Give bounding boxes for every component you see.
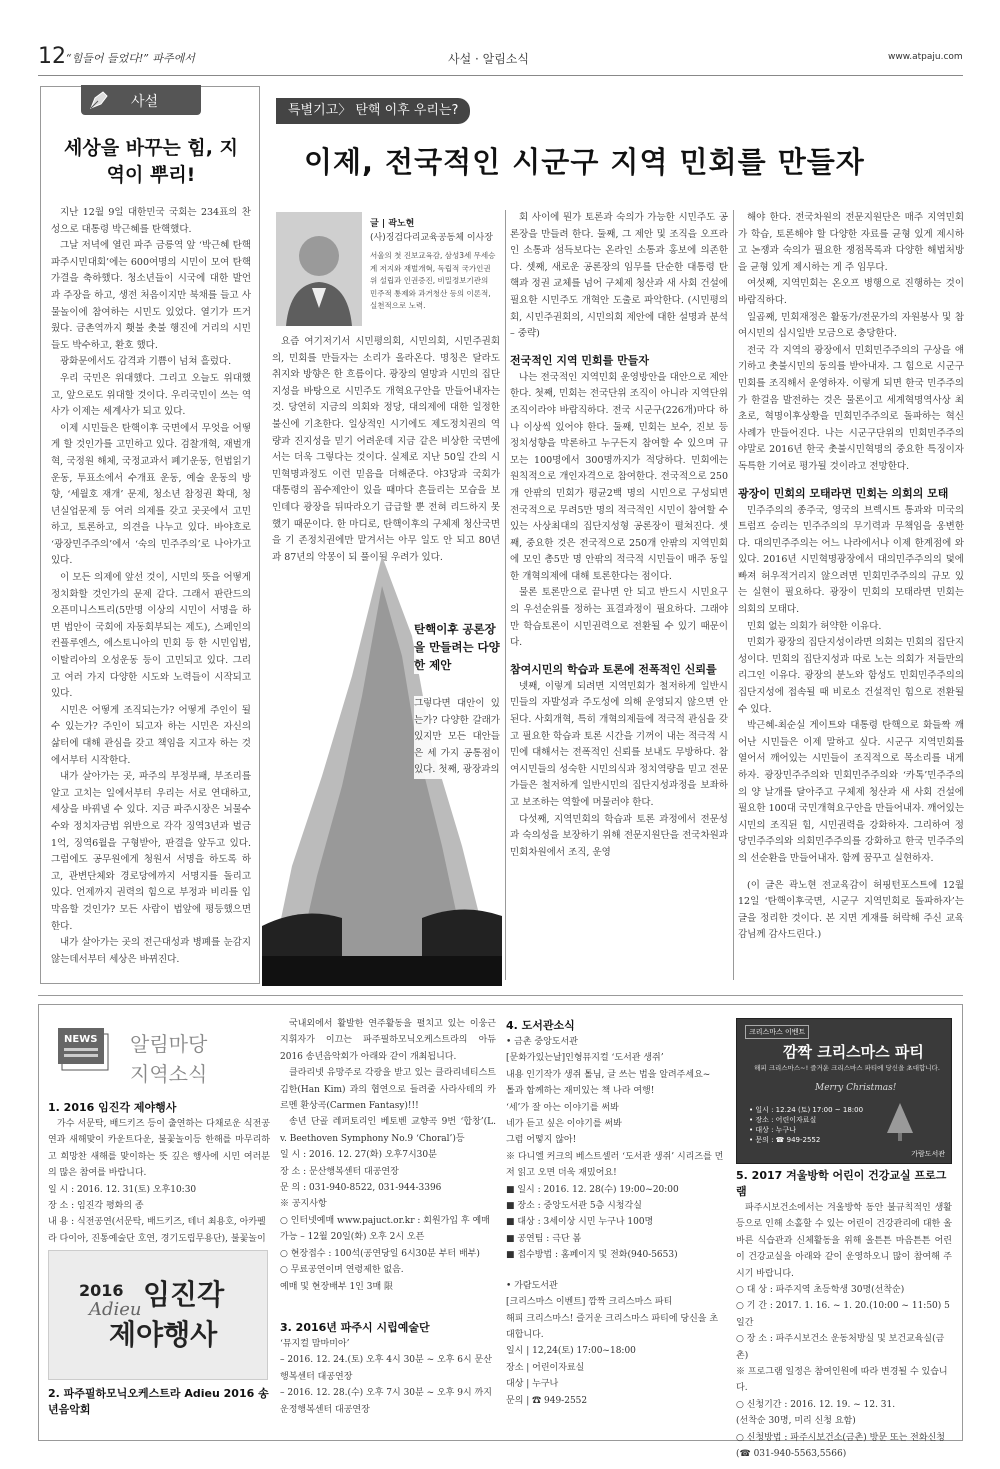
notice-line: (☎ 031-940-5563,5566) bbox=[736, 1449, 847, 1460]
notice-line: ※ 프로그램 일정은 참여인원에 따라 변경될 수 있습니다. bbox=[736, 1367, 948, 1394]
article-subheading: 전국적인 지역 민회를 만들자 bbox=[510, 353, 649, 367]
notice-line bbox=[506, 1264, 726, 1278]
notice-line: ○ 장 소 : 파주시보건소 운동처방실 및 보건교육실(금촌) bbox=[736, 1334, 945, 1361]
notice-line: 송년 단골 레퍼토리인 베토벤 교향곡 9번 ‘합창’(L. v. Beethoven Symphony No.9 ‘Choral’)등 bbox=[280, 1117, 496, 1144]
notice-line: 국내외에서 활발한 연주활동을 펼치고 있는 이웅근 지휘자가 이끄는 파주필하모닉오케스트라의 아듀 2016 송년음악회가 아래와 같이 개최됩니다. bbox=[280, 1019, 496, 1062]
editorial-paragraph: 그날 저녁에 열린 파주 금릉역 앞 ‘박근혜 탄핵 파주시민대회’에는 600여명의 시민이 모여 탄핵가결을 축하했다. 청소년들이 시국에 대한 발언과 주장을 하고, 생전 처음이지만 북채를 들고 사물놀이에 참여하는 시민도 있었다. 열기가 뜨거웠다. 금촌역까지 횃불 촛불 행진에 거리의 시민들도 박수하고, 환호 했다. bbox=[51, 240, 251, 351]
news-icon bbox=[58, 1028, 114, 1072]
notice-line: • 금촌 중앙도서관 bbox=[506, 1037, 578, 1047]
special-label: 특별기고〉 탄핵 이후 우리는? bbox=[276, 98, 470, 124]
notice-line: ○ 현장접수 : 100석(공연당일 6시30분 부터 배부) bbox=[280, 1248, 480, 1259]
notice-line: (선착순 30명, 미리 신청 요함) bbox=[736, 1416, 856, 1427]
notice-column-4: 5. 2017 겨울방학 어린이 건강교실 프로그램 파주시보건소에서는 겨울방학 동안 불규칙적인 생활 등으로 인해 소홀할 수 있는 어린이 건강관리에 대한 올바른 식습관과 신체활동을 위해 올튼튼 마음튼튼 어린이 건강교실을 아래와 같이 운영하오니 많이 참여해 주시기 바랍니다. ○ 대 상 : 파주지역 초등학생 30명(선착순) ○ 기 간 : 2017. 1. 16. ~ 1. 20.(10:00 ~ 11:50) 5일간 ○ 장 소 : 파주시보건소 운동처방실 및 보건교육실(금촌) ※ 프로그램 일정은 참여인원에 따라 변경될 수 있습니다. ○ 신청기간 : 2016. 12. 19. ~ 12. 31. (선착순 30명, 미리 신청 요함) ○ 신청방법 : 파주시보건소(금촌) 방문 또는 전화신청 (☎ 031-940-5563,5566) bbox=[736, 1168, 952, 1463]
notice-line: ■ 공연팀 : 극단 봄 bbox=[506, 1233, 582, 1244]
christmas-info-line: • 장소 : 어린이자료실 bbox=[749, 1116, 817, 1124]
notice-line: 장소 | 어린이자료실 bbox=[506, 1362, 585, 1373]
christmas-info-line: • 대상 : 누구나 bbox=[749, 1126, 796, 1134]
notice-item-3: 3. 2016년 파주시 시립예술단 ‘뮤지컬 맘마미아’ – 2016. 12. 24.(토) 오후 4시 30분 ~ 오후 6시 문산행복센터 대공연장 – 2016. 12. 28.(수) 오후 7시 30분 ~ 오후 9시 까지 운정행복센터 대공연장 bbox=[280, 1320, 496, 1418]
author-bio: 서울의 첫 진보교육감, 삼성3세 무세승계 저지와 재벌개혁, 독립적 국가인권위 설립과 인권증진, 비밀정보기관의 민주적 통제와 과거청산 등의 이론적, 실천적으로 노력. bbox=[370, 251, 496, 310]
notice-line: – 2016. 12. 28.(수) 오후 7시 30분 ~ 오후 9시 까지 운정행복센터 대공연장 bbox=[280, 1388, 492, 1415]
editorial-paragraph: 우리 국민은 위대했다. 그리고 오늘도 위대했고, 앞으로도 위대할 것이다. 우리국민이 쓰는 역사가 이제는 세계사가 되고 있다. bbox=[51, 372, 251, 418]
notice-line: ※ 다니엘 커크의 베스트셀러 ‘도서관 생쥐’ 시리즈를 먼저 읽고 오면 더욱 재밌어요! bbox=[506, 1151, 724, 1179]
editorial-paragraph: 광화문에서도 감격과 기쁨이 넘쳐 흘렀다. bbox=[60, 356, 232, 368]
notice-line: ○ 무료공연이며 연령제한 없음. bbox=[280, 1265, 404, 1276]
notice-line: 대상 | 누구나 bbox=[506, 1379, 559, 1390]
notice-line: – 2016. 12. 24.(토) 오후 4시 30분 ~ 오후 6시 문산행복센터 대공연장 bbox=[280, 1355, 492, 1382]
article-paragraph: 나는 전국적인 지역민회 운영방안을 대안으로 제안한다. 첫째, 민회는 전국단위 조직이 아니라 지역단위 조직이라야 바람직하다. 전국 시군구(226개)마다 하나 이상씩 있어야 한다. 둘째, 민회는 보수, 진보 등 정치성향을 막론하고 누구든지 참여할 수 있으며 규모는 100명에서 300명까지가 적당하다. 민회에는 원칙적으로 개인자격으로 참여한다. 전국적으로 250개 안팎의 민회가 평균2백 명의 시민으로 구성되면 전국적으로 무려5만 명의 적극적인 시민이 참여할 수 있는 사상최대의 집단지성형 공론장이 펼쳐진다. 셋째, 중요한 것은 전국적으로 250개 안팎의 지역민회에 모인 총5만 명 안팎의 적극적 시민들이 매주 동일한 개혁의제에 대해 토론한다는 점이다. bbox=[510, 371, 728, 582]
article-paragraph: 요즘 여기저기서 시민평의회, 시민의회, 시민주권회의, 민회를 만들자는 소리가 올라온다. 명칭은 달라도 취지와 방향은 한 흐름이다. 광장의 열망과 시민의 집단지성을 바탕으로 시민주도 개혁요구안을 만들어내자는 것. 당연히 지금의 의회와 정당, 대의제에 대한 일정한 불신에 기초한다. 일상적인 시기에도 제도정치권의 역량과 진지성을 믿기 어려운데 지금 같은 비상한 국면에서는 더욱 그렇다는 것이다. 실제로 지난 50일 간의 시민혁명과정도 이런 믿음을 더해준다. 야3당과 국회가 대통령의 꼼수제안이 있을 때마다 흔들리는 모습을 보인데다 광장을 뒤따라오기 급급할 뿐 전혀 리드하지 못했기 때문이다. 한 마디로, 탄핵이후의 구체제 청산국면을 기 존정치권에만 맡겨서는 아무 일도 안 되고 80년과 87년의 악몽이 되 풀이될 우려가 있다. bbox=[272, 336, 500, 563]
notice-line: ■ 장소 : 중앙도서관 5층 시청각실 bbox=[506, 1201, 642, 1212]
article-paragraph: 민주주의의 종주국, 영국의 브렉시트 통과와 미국의 트럼프 승리는 민주주의의 무기력과 무책임을 웅변한다. 대의민주주의는 어느 나라에서나 이제 한계점에 와있다. 2016년 시민혁명광장에서 대의민주주의의 덫에 빠져 허우적거리지 않으려면 민회민주주의의 규모 있는 실현이 필요하다. 광장이 민회의 모태라면 민회는 의회의 모태다. bbox=[738, 504, 964, 616]
article-paragraph: 전국 각 지역의 광장에서 민회민주주의의 구상을 얘기하고 촛불시민의 동의를 받아내자. 그 힘으로 시군구 민회를 조직해서 운영하자. 이렇게 되면 한국 민주주의가 한걸음 발전하는 것은 물론이고 세계혁명역사상 최초로, 혁명이후상황을 민회민주주의로 돌파하는 혁신사례가 만들어진다. 나는 시군구단위의 민회민주주의야말로 2016년 한국 촛불시민혁명의 중요한 특징이자 독특한 기여로 평가될 것이라고 전망한다. bbox=[738, 344, 964, 472]
christmas-info-line: • 문의 : ☎ 949-2552 bbox=[749, 1136, 821, 1144]
notice-line: [문화가있는날]인형뮤지컬 ‘도서관 생쥐’ bbox=[506, 1053, 664, 1064]
notice-line: 내용 인기작가 생쥐 톨님, 글 쓰는 법을 알려주세요~ bbox=[506, 1069, 711, 1080]
notice-line: 그럼 어떻지 않아! bbox=[506, 1135, 577, 1146]
article-note: (이 글은 곽노현 전교육감이 허핑턴포스트에 12월 12일 ‘탄핵이후국면, 시군구 지역민회로 돌파하자’는 글을 정리한 것이다. 본 지면 게재를 허락해 주신 교육감님께 감사드린다.) bbox=[738, 879, 964, 941]
article-paragraph: 회 사이에 뭔가 토론과 숙의가 가능한 시민주도 공론장을 만들려 한다. 둘째, 그 제안 및 조직을 오프라인 소통과 섬득보다는 온라인 소통과 홍보에 의존한다. 셋째, 새로운 공론장의 임무를 단순한 대통령 탄핵과 정권 교체를 넘어 구체제 청산과 새 사회 건설에 필요한 시민주도 개혁안 도출로 파악한다. (시민평의회, 시민주권회의, 시민의회 제안에 대한 설명과 분석 – 중략) bbox=[510, 212, 728, 340]
editorial-paragraph: 내가 살아가는 곳의 전근대성과 병폐를 눈감지 않는데서부터 세상은 바뀌진다. bbox=[51, 937, 251, 965]
article-paragraph: 박근혜-최순실 게이트와 대통령 탄핵으로 화들짝 깨어난 시민들은 이제 말하고 싶다. 시군구 지역민회를 열어서 깨어있는 시민들이 조직적으로 목소리를 내게 하자. 광장민주주의와 민회민주주의와 ‘카톡’민주주의의 양 날개를 달아주고 구체제 청산과 새 사회 건설에 필요한 100대 국민개혁요구안을 만들어내자. 깨어있는 시민의 조직된 힘, 시민권력을 강화하자. 그리하여 정당민주주의와 의회민주주의를 강화하고 한국 민주주의의 선순환을 만들어내자. 함께 꿈꾸고 실현하자. bbox=[738, 720, 964, 864]
pen-icon bbox=[87, 88, 111, 112]
article-paragraph: 일곱째, 민회재정은 활동가/전문가의 자원봉사 및 참여시민의 십시일반 모금으로 충당한다. bbox=[738, 311, 964, 340]
section-title: 사설 · 알림소식 bbox=[448, 52, 529, 66]
svg-text:NEWS: NEWS bbox=[64, 1034, 98, 1045]
notice-column-1: 1. 2016 임진각 제야행사 가수 서문탁, 배드키즈 등이 출연하는 다채로운 식전공연과 새해맞이 카운트다운, 불꽃놀이등 한해를 마무리하고 희망찬 새해를 맞이하는 뜻 깊은 행사에 시민 여러분의 많은 참여를 바랍니다. 일 시 : 2016. 12. 31(토) 오후10:30 장 소 : 임진각 평화의 종 내 용 : 식전공연(서문탁, 배드키즈, 테너 최용호, 아카펠라 다이아, 진통예술단 호연, 경기도립무용단), 불꽃놀이 bbox=[48, 1101, 270, 1244]
article-subheading: 참여시민의 학습과 토론에 전폭적인 신뢰를 bbox=[510, 662, 717, 676]
editorial-paragraph: 내가 살아가는 곳, 파주의 부정부패, 부조리를 알고 고치는 일에서부터 우리는 서로 연대하고, 세상을 바꿔낼 수 있다. 지금 파주시장은 뇌물수수와 정치자금법 위반으로 각각 징역3년과 벌금 1억, 징역6월을 구형받아, 판결을 앞두고 있다. 그럼에도 공무원에게 청원서 서명을 하도록 하고, 관변단체와 경로당에까지 서명지를 돌리고 있다. 언제까지 권력의 힘으로 부정과 비리를 입막음할 것인가? 모든 사람이 법앞에 평등했으면 한다. bbox=[51, 771, 251, 932]
article-column-2 bbox=[510, 210, 728, 861]
christmas-info-line: • 일시 : 12.24 (토) 17:00 ~ 18:00 bbox=[749, 1106, 864, 1114]
notice-line: 일 시 : 2016. 12. 27(화) 오후7시30분 bbox=[280, 1150, 437, 1161]
site-url[interactable]: www.atpaju.com bbox=[888, 52, 963, 62]
notice-line: ‘뮤지컬 맘마미아’ bbox=[280, 1339, 350, 1349]
author-org: (사)징검다리교육공동체 이사장 bbox=[370, 233, 493, 243]
notice-line: ■ 일시 : 2016. 12. 28(수) 19:00~20:00 bbox=[506, 1184, 679, 1195]
notice-line: ○ 신청기간 : 2016. 12. 19. ~ 12. 31. bbox=[736, 1399, 896, 1410]
article-column-3 bbox=[738, 210, 964, 944]
article-paragraph: 해야 한다. 전국차원의 전문지원단은 매주 지역민회가 학습, 토론해야 할 다양한 자료를 균형 있게 제시하고 논쟁과 숙의가 필요한 쟁점목록과 다양한 해법처방을 균형 있게 제시하는 게 주 임무다. bbox=[738, 212, 964, 273]
notice-column-2 bbox=[280, 1016, 496, 1295]
notice-line: 클라리넷 유망주로 각광을 받고 있는 클라리네티스트 김한(Han Kim) 과의 협연으로 들려줄 사라사테의 카르멘 환상곡(Carmen Fantasy)!!! bbox=[280, 1068, 496, 1112]
notice-line: 문 의 : 031-940-8522, 031-944-3396 bbox=[280, 1183, 442, 1194]
article-paragraph: 민회 없는 의회가 허약한 이유다. bbox=[747, 620, 882, 632]
notice-line: [크리스마스 이벤트] 깜짝 크리스마스 파티 bbox=[506, 1297, 673, 1308]
notice-line: 해피 크리스마스! 즐거운 크리스마스 파티에 당신을 초대합니다. bbox=[506, 1313, 719, 1340]
newspaper-slogan: “힘들어 들었다!” 파주에서 bbox=[66, 52, 195, 65]
notice-line: ○ 기 간 : 2017. 1. 16. ~ 1. 20.(10:00 ~ 11:50) 5일간 bbox=[736, 1301, 950, 1328]
page-number: 12 bbox=[38, 44, 66, 69]
notice-title-1: 알림마당 bbox=[130, 1032, 208, 1056]
notice-line: 톨과 함께하는 재미있는 책 나라 여행! bbox=[506, 1086, 655, 1097]
notice-line: • 가람도서관 bbox=[506, 1280, 558, 1291]
article-paragraph: 다섯째, 지역민회의 학습과 토론 과정에서 전문성과 숙의성을 보장하기 위해 전문지원단을 전국차원과 민회차원에서 조직, 운영 bbox=[510, 813, 728, 858]
article-column-1 bbox=[272, 334, 500, 566]
editorial-title: 세상을 바꾸는 힘, 지역이 뿌리! bbox=[64, 137, 238, 186]
article-paragraph: 물론 토론만으로 끝나면 안 되고 반드시 시민요구의 우선순위를 정하는 표결과정이 필요하다. 그래야만 학습토론이 시민권력으로 전환될 수 있기 때문이다. bbox=[510, 587, 728, 649]
poster-image: 2016 Adieu 임진각 제야행사 bbox=[48, 1250, 268, 1380]
notice-line: ※ 공지사항 bbox=[280, 1199, 327, 1210]
notice-item-2-title: 2. 파주필하모닉오케스트라 Adieu 2016 송년음악회 bbox=[48, 1387, 269, 1416]
editorial-paragraph: 이제 시민들은 탄핵이후 국면에서 무엇을 어떻게 할 것인가를 고민하고 있다. 검찰개혁, 재벌개혁, 국정원 해체, 국정교과서 폐기운동, 헌법읽기 운동, 투표소에서 수개표 운동, 예술 운동의 방향, ‘세월호 재개’ 문제, 청소년 참정권 확대, 청년실업문제 등 여러 의제를 갖고 곳곳에서 고민하고, 토론하고, 의견을 나누고 있다. 바야흐로 ‘광장민주주의’에서 ‘숙의 민주주의’로 나아가고 있다. bbox=[51, 422, 251, 567]
notice-line: ■ 대상 : 3세이상 시민 누구나 100명 bbox=[506, 1217, 654, 1228]
notice-line: 장 소 : 문산행복센터 대공연장 bbox=[280, 1166, 399, 1177]
notice-line: ○ 인터넷예매 www.pajuct.or.kr : 회원가입 후 예매가능 – 12월 20일(화) 오후 2시 오픈 bbox=[280, 1215, 490, 1243]
author-name: 글 | 곽노현 bbox=[370, 219, 415, 229]
notice-line: ■ 접수방법 : 홈페이지 및 전화(940-5653) bbox=[506, 1250, 678, 1261]
christmas-tree-icon bbox=[887, 1103, 913, 1141]
article-paragraph: 민회가 광장의 집단지성이라면 의회는 민회의 집단지성이다. 민회의 집단지성과 따로 노는 의회가 저들만의 리그인 이유다. 광장의 분노와 함성도 민회민주주의의 집단지성에 접속될 때 비로소 건설적인 힘으로 전환될 수 있다. bbox=[738, 637, 964, 715]
special-title: 이제, 전국적인 시군구 지역 민회를 만들자 bbox=[304, 145, 865, 179]
notice-line: 네가 듣고 싶은 이야기를 써봐 bbox=[506, 1119, 622, 1130]
editorial-paragraph: 시민은 어떻게 조직되는가? 어떻게 주인이 될 수 있는가? 주인이 되고자 하는 시민은 자신의 삶터에 대해 관심을 갖고 책임을 지고자 하는 것에서부터 시작한다. bbox=[51, 704, 251, 766]
editorial-body bbox=[51, 205, 251, 968]
article-paragraph: 넷째, 이렇게 되려면 지역민회가 철저하게 일반시민들의 자발성과 주도성에 의해 운영되지 않으면 안 된다. 사회개혁, 특히 개혁의제들에 적극적 관심을 갖고 필요한 학습과 토론 시간을 기꺼이 내는 적극적 시민에 대해서는 전폭적인 신뢰를 보내도 무방하다. 참여시민들의 성숙한 시민의식과 정치역량을 믿고 전문가들은 철저하게 일반시민의 집단지성과정을 보좌하고 보조하는 역할에 머물러야 한다. bbox=[510, 680, 728, 808]
notice-line: 문의 | ☎ 949-2552 bbox=[506, 1395, 588, 1406]
notice-column-3: 4. 도서관소식 • 금촌 중앙도서관 [문화가있는날]인형뮤지컬 ‘도서관 생쥐’ 내용 인기작가 생쥐 톨님, 글 쓰는 법을 알려주세요~ 톨과 함께하는 재미있는 책 나라 여행! ‘세’가 잘 아는 이야기를 써봐 네가 듣고 싶은 이야기를 써봐 그럼 어떻지 않아! ※ 다니엘 커크의 베스트셀러 ‘도서관 생쥐’ 시리즈를 먼저 읽고 오면 더욱 재밌어요! ■ 일시 : 2016. 12. 28(수) 19:00~20:00 ■ 장소 : 중앙도서관 5층 시청각실 ■ 대상 : 3세이상 시민 누구나 100명 ■ 공연팀 : 극단 봄 ■ 접수방법 : 홈페이지 및 전화(940-5653) • 가람도서관 [크리스마스 이벤트] 깜짝 크리스마스 파티 해피 크리스마스! 즐거운 크리스마스 파티에 당신을 초대합니다. 일시 | 12,24(토) 17:00~18:00 장소 | 어린이자료실 대상 | 누구나 문의 | ☎ 949-2552 bbox=[506, 1018, 726, 1409]
notice-line: ○ 신청방법 : 파주시보건소(금촌) 방문 또는 전화신청 bbox=[736, 1432, 945, 1443]
article-paragraph: 여섯째, 지역민회는 온오프 병행으로 진행하는 것이 바람직하다. bbox=[738, 278, 964, 306]
notice-line: 파주시보건소에서는 겨울방학 동안 불규칙적인 생활 등으로 인해 소홀할 수 있는 어린이 건강관리에 대한 올바른 식습관과 신체활동을 위해 올튼튼 마음튼튼 어린이 건강교실을 아래와 같이 운영하오니 많이 참여해 주시기 바랍니다. bbox=[736, 1203, 952, 1279]
article-subheading: 광장이 민회의 모태라면 민회는 의회의 모태 bbox=[738, 486, 949, 500]
notice-line: 예매 및 현장배부 1인 3매 限 bbox=[280, 1281, 394, 1292]
pull-quote: 탄핵이후 공론장을 만들려는 다양한 제안 bbox=[414, 622, 500, 672]
editorial-paragraph: 이 모든 의제에 앞선 것이, 시민의 뜻을 어떻게 정치화할 것인가의 문제 같다. 그래서 판란드의 오픈미니스트리(5만명 이상의 시민이 서명을 하면 법안이 국회에 자동회부되는 제도), 스페인의 컨플루엔스, 에스토니아의 민회 등 한 시민입법, 이탈리아의 오성운동 등이 고민되고 있다. 그리고 여러 가지 다양한 시도와 노력들이 시작되고 있다. bbox=[51, 572, 251, 700]
article-col1-tail: 그렇다면 대안이 있는가? 다양한 갈래가 있지만 모든 대안들은 세 가지 공통점이 있다. 첫째, 광장과의 bbox=[414, 696, 500, 779]
notice-line: ○ 대 상 : 파주지역 초등학생 30명(선착순) bbox=[736, 1285, 905, 1296]
notice-title-2: 지역소식 bbox=[130, 1062, 208, 1086]
editorial-column bbox=[40, 86, 260, 984]
notice-line: ‘세’가 잘 아는 이야기를 써봐 bbox=[506, 1102, 619, 1113]
christmas-poster: 크리스마스 이벤트 깜짝 크리스마스 파티 해피 크리스마스~! 즐거운 크리스마스 파티에 당신을 초대합니다. Merry Christmas! • 일시 : 12.24 (토) 17:00 ~ 18:00 • 장소 : 어린이자료실 • 대상 : 누구나 • 문의 : ☎ 949-2552 가람도서관 bbox=[736, 1018, 952, 1164]
editorial-paragraph: 지난 12월 9일 대한민국 국회는 234표의 찬성으로 대통령 박근혜를 탄핵했다. bbox=[51, 207, 251, 235]
notice-line: 일시 | 12,24(토) 17:00~18:00 bbox=[506, 1346, 636, 1357]
author-photo bbox=[276, 212, 362, 326]
editorial-tag: 사설 bbox=[81, 85, 201, 115]
